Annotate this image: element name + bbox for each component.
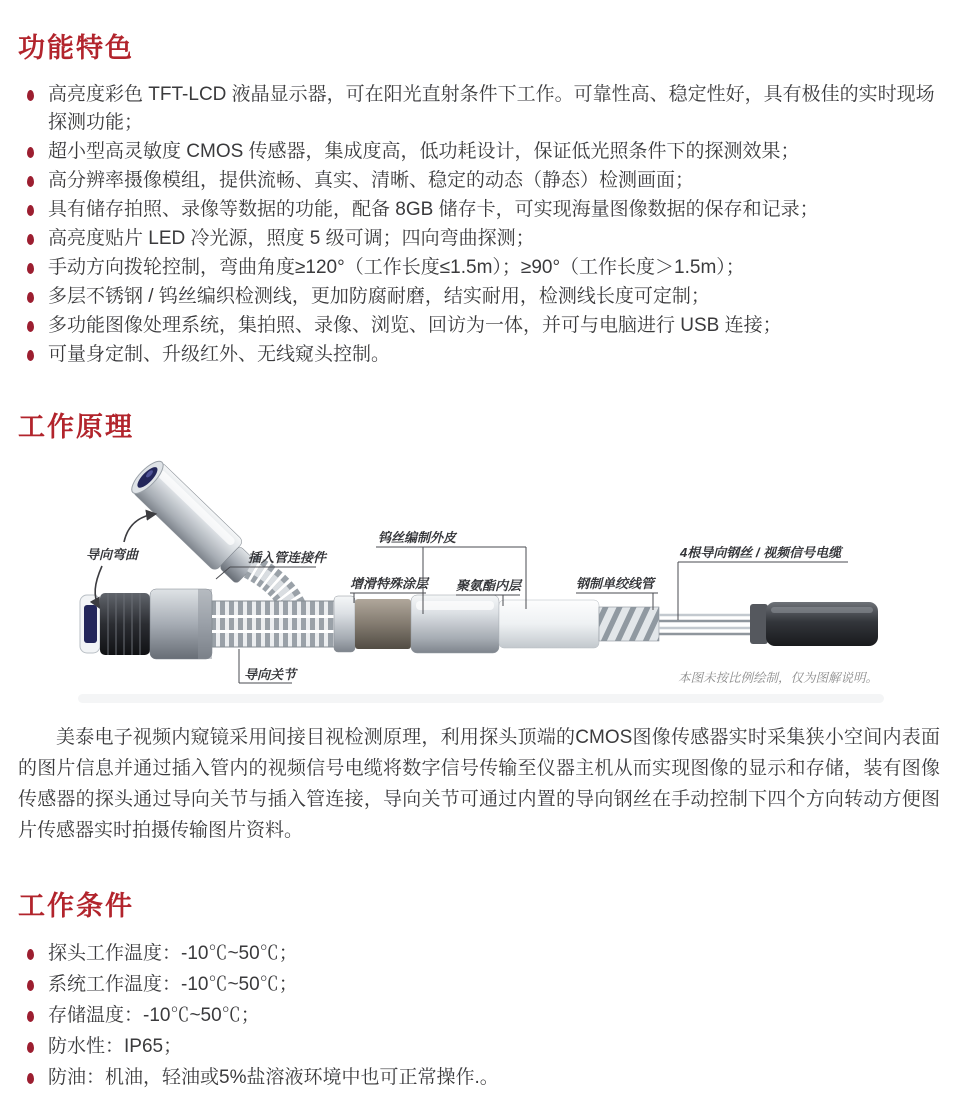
feature-item [18, 167, 940, 195]
feature-text: 高分辨率摄像模组，提供流畅、真实、清晰、稳定的动态（静态）检测画面； [48, 170, 695, 191]
feature-item [18, 81, 940, 137]
polyurethane-section [499, 600, 599, 648]
condition-text: 系统工作温度：-10℃~50℃； [48, 974, 298, 995]
bullet-icon [27, 350, 34, 361]
feature-item [18, 225, 940, 253]
features-list [18, 81, 940, 369]
feature-item [18, 196, 940, 224]
diagram-scale-note: 本图未按比例绘制，仅为图解说明。 [677, 671, 878, 685]
condition-item [18, 970, 940, 1000]
insertion-tube-assembly [80, 589, 878, 659]
feature-item [18, 341, 940, 369]
feature-text: 高亮度彩色 TFT-LCD 液晶显示器，可在阳光直射条件下工作。可靠性高、稳定性好，具有极佳的实时现场探测功能； [48, 84, 935, 133]
bullet-icon [27, 1011, 34, 1022]
feature-item [18, 283, 940, 311]
label-polyurethane-layer: 聚氨酯内层 [456, 578, 522, 593]
condition-text: 防油：机油，轻油或5%盐溶液环境中也可正常操作.。 [48, 1067, 499, 1088]
feature-text: 手动方向拨轮控制，弯曲角度≥120°（工作长度≤1.5m）；≥90°（工作长度＞1.5m）； [48, 257, 745, 278]
label-tungsten-braid-skin: 钨丝编制外皮 [378, 530, 457, 545]
label-guide-wires-video-cable: 4根导向钢丝 / 视频信号电缆 [680, 545, 842, 560]
bullet-icon [27, 176, 34, 187]
features-section-title: 功能特色 [18, 33, 134, 63]
conditions-section-title: 工作条件 [18, 891, 134, 921]
label-guide-bend: 导向弯曲 [86, 547, 139, 562]
feature-item [18, 138, 940, 166]
condition-item [18, 939, 940, 969]
slip-coating-section [355, 599, 411, 649]
feature-text: 超小型高灵敏度 CMOS 传感器，集成度高，低功耗设计，保证低光照条件下的探测效果； [48, 141, 800, 162]
diagram-baseline-strip [78, 694, 884, 703]
bend-arrow-up-icon [124, 514, 155, 542]
bullet-icon [27, 205, 34, 216]
bullet-icon [27, 90, 34, 101]
condition-item [18, 1032, 940, 1062]
probe-lens-window [84, 605, 97, 643]
label-steel-mono-coil-tube: 钢制单绞线管 [576, 576, 655, 591]
condition-text: 存储温度：-10℃~50℃； [48, 1005, 260, 1026]
feature-item [18, 312, 940, 340]
condition-item [18, 1063, 940, 1093]
guide-joint-corrugation [212, 601, 334, 647]
condition-text: 防水性：IP65； [48, 1036, 183, 1057]
collar-ring [334, 596, 355, 652]
feature-text: 多层不锈钢 / 钨丝编织检测线，更加防腐耐磨，结实耐用，检测线长度可定制； [48, 286, 710, 307]
principle-section-title: 工作原理 [18, 412, 134, 442]
principle-paragraph: 美泰电子视频内窥镜采用间接目视检测原理，利用探头顶端的CMOS图像传感器实时采集狭小空间内表面的图片信息并通过插入管内的视频信号电缆将数字信号传输至仪器主机从而实现图像的显示和存储，装有图像传感器的探头通过导向关节与插入管连接，导向关节可通过内置的导向钢丝在手动控制下四个方向转动方便图片传感器实时拍摄传输图片资料。 [18, 727, 940, 841]
guide-wires [659, 615, 758, 634]
steel-coil-section [599, 607, 659, 641]
feature-text: 可量身定制、升级红外、无线窥头控制。 [48, 344, 391, 365]
condition-text: 探头工作温度：-10℃~50℃； [48, 943, 298, 964]
label-insert-tube-connector: 插入管连接件 [248, 550, 327, 565]
feature-text: 多功能图像处理系统，集拍照、录像、浏览、回访为一体，并可与电脑进行 USB 连接； [48, 315, 782, 336]
endoscope-diagram-svg [58, 454, 958, 706]
condition-item [18, 1001, 940, 1031]
feature-item [18, 254, 940, 282]
bullet-icon [27, 147, 34, 158]
bullet-icon [27, 234, 34, 245]
conditions-list [18, 939, 940, 1093]
bent-probe [127, 457, 261, 589]
bullet-icon [27, 949, 34, 960]
bullet-icon [27, 1073, 34, 1084]
feature-text: 高亮度贴片 LED 冷光源，照度 5 级可调；四向弯曲探测； [48, 228, 535, 249]
bullet-icon [27, 263, 34, 274]
label-guide-joint: 导向关节 [244, 667, 297, 682]
bullet-icon [27, 321, 34, 332]
feature-text: 具有储存拍照、录像等数据的功能，配备 8GB 储存卡，可实现海量图像数据的保存和记录； [48, 199, 819, 220]
bullet-icon [27, 1042, 34, 1053]
working-principle-diagram [58, 454, 958, 706]
cable-ferrule [750, 604, 768, 644]
bullet-icon [27, 980, 34, 991]
bullet-icon [27, 292, 34, 303]
label-slip-coating: 增滑特殊涂层 [350, 576, 429, 591]
